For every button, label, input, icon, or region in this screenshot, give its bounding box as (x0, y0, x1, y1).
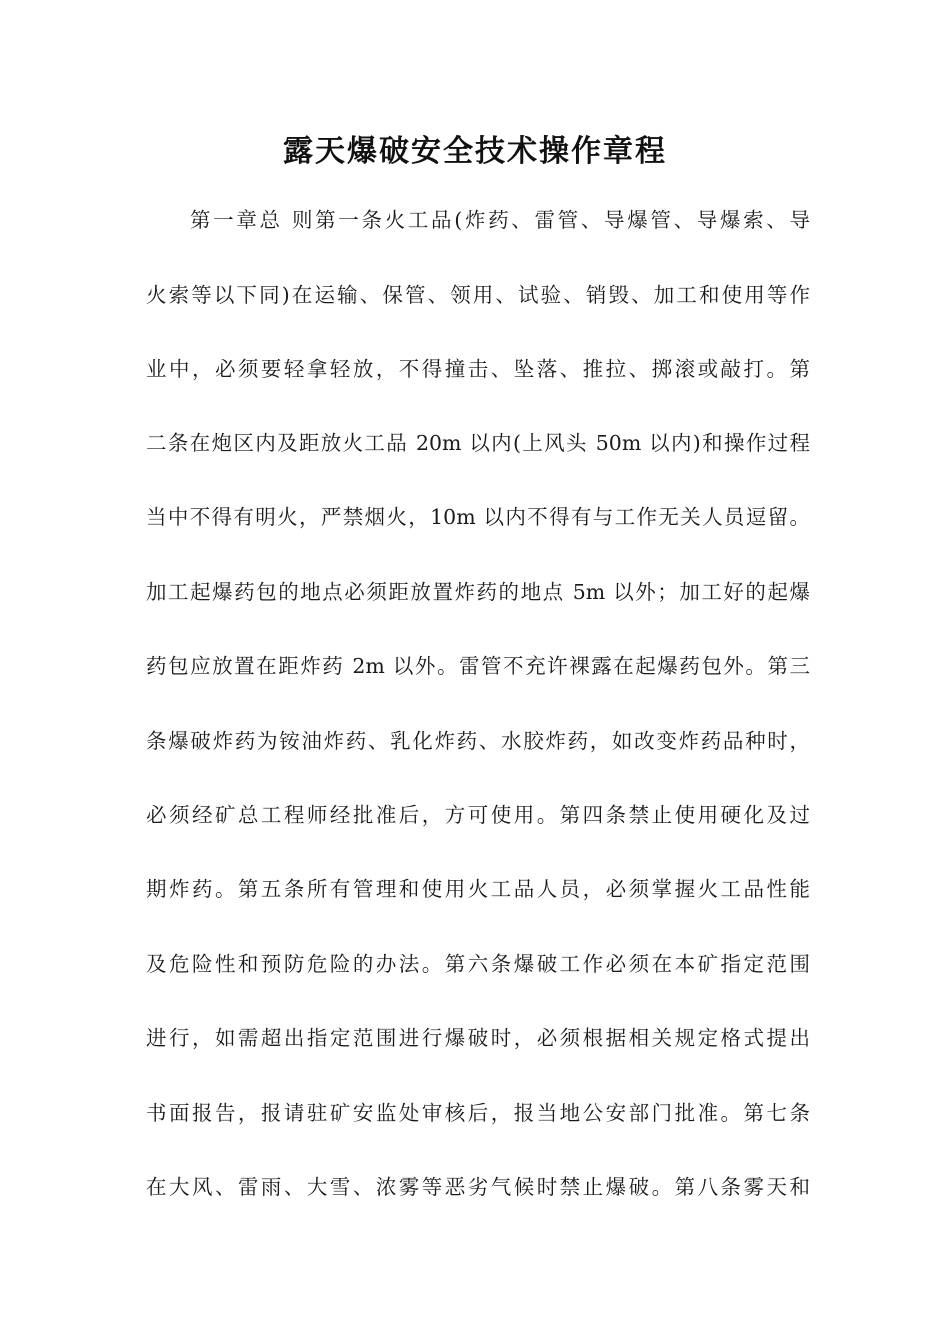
body-line: 业中，必须要轻拿轻放，不得撞击、坠落、推拉、掷滚或敲打。第 (146, 357, 810, 381)
body-line: 火索等以下同)在运输、保管、领用、试验、销毁、加工和使用等作 (146, 283, 810, 307)
document-title: 露天爆破安全技术操作章程 (283, 134, 667, 169)
body-line: 在大风、雷雨、大雪、浓雾等恶劣气候时禁止爆破。第八条雾天和 (146, 1175, 810, 1199)
body-line: 进行，如需超出指定范围进行爆破时，必须根据相关规定格式提出 (146, 1026, 810, 1050)
body-line: 期炸药。第五条所有管理和使用火工品人员，必须掌握火工品性能 (146, 877, 810, 901)
body-line: 当中不得有明火，严禁烟火，10m 以内不得有与工作无关人员逗留。 (146, 505, 810, 529)
body-line: 条爆破炸药为铵油炸药、乳化炸药、水胶炸药，如改变炸药品种时， (146, 729, 810, 753)
body-line: 及危险性和预防危险的办法。第六条爆破工作必须在本矿指定范围 (146, 952, 810, 976)
body-line: 书面报告，报请驻矿安监处审核后，报当地公安部门批准。第七条 (146, 1101, 810, 1125)
body-line: 第一章总 则第一条火工品(炸药、雷管、导爆管、导爆索、导 (190, 208, 810, 232)
body-line: 药包应放置在距炸药 2m 以外。雷管不充许裸露在起爆药包外。第三 (146, 654, 810, 678)
body-line: 必须经矿总工程师经批准后，方可使用。第四条禁止使用硬化及过 (146, 803, 810, 827)
body-line: 加工起爆药包的地点必须距放置炸药的地点 5m 以外；加工好的起爆 (146, 580, 810, 604)
body-line: 二条在炮区内及距放火工品 20m 以内(上风头 50m 以内)和操作过程 (146, 431, 810, 455)
